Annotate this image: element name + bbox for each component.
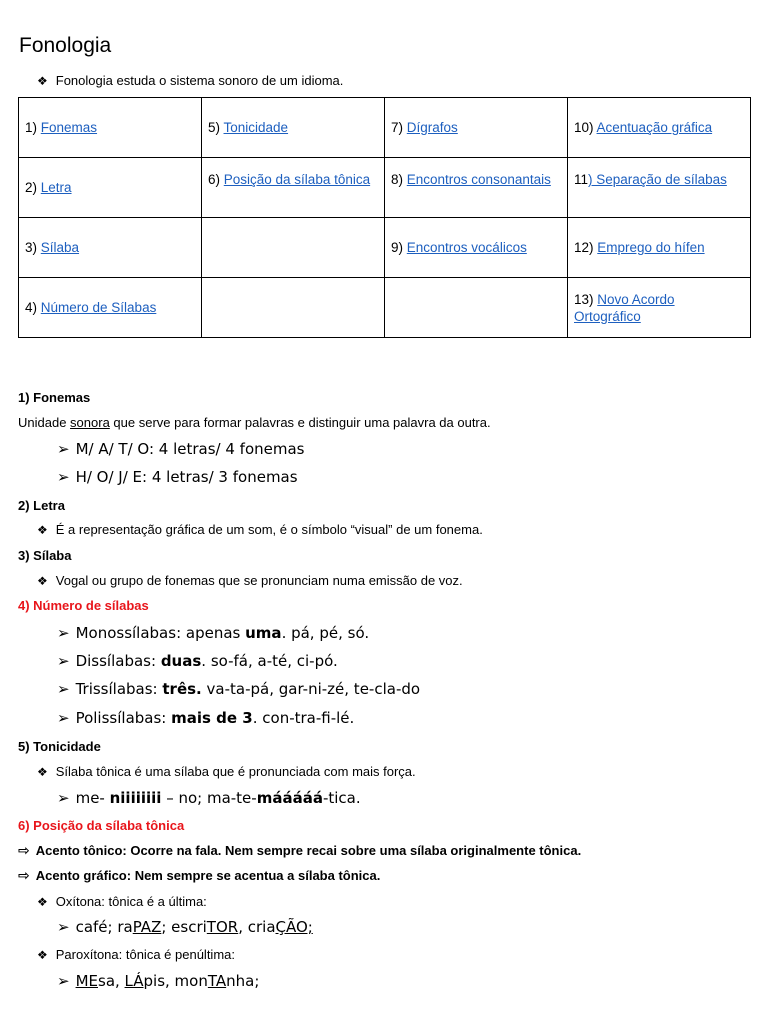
topic-link-acentuacao-grafica[interactable]: Acentuação gráfica — [596, 120, 713, 135]
text-part: . so-fá, a-té, ci-pó. — [201, 652, 338, 670]
example-line — [57, 652, 338, 670]
text-part: -tica. — [322, 789, 361, 807]
bullet-line — [37, 764, 416, 779]
text-bold: duas — [160, 652, 202, 670]
bullet-line — [37, 894, 207, 909]
arrow-bullet-icon: ➢ — [57, 680, 70, 698]
pointing-arrow-icon: ⇨ — [18, 843, 30, 859]
topic-link-digrafos[interactable]: Dígrafos — [406, 120, 458, 135]
bullet-text: Oxítona: tônica é a última: — [55, 894, 207, 909]
bullet-text: É a representação gráfica de um som, é o símbolo “visual” de um fonema. — [55, 522, 483, 537]
topic-number: 5) — [208, 120, 224, 135]
text-part: . con-tra-fi-lé. — [252, 709, 355, 727]
text-underlined: PAZ — [132, 918, 162, 936]
table-cell — [568, 158, 751, 218]
text-part: , cria — [238, 918, 276, 936]
table-cell — [568, 98, 751, 158]
arrow-bullet-icon: ➢ — [57, 440, 70, 458]
section-heading-tonicidade: 5) Tonicidade — [18, 739, 101, 754]
topic-number: 11 — [574, 172, 589, 187]
topic-link-separacao-silabas[interactable]: ) Separação de sílabas — [588, 172, 727, 187]
bullet-line — [37, 947, 235, 962]
topic-number: 9) — [391, 240, 407, 255]
section-heading-posicao-silaba: 6) Posição da sílaba tônica — [18, 818, 185, 833]
diamond-bullet-icon: ❖ — [37, 574, 48, 588]
table-cell — [202, 158, 385, 218]
table-cell — [385, 158, 568, 218]
bullet-line — [37, 573, 463, 588]
intro-text: Fonologia estuda o sistema sonoro de um idioma. — [55, 73, 344, 88]
diamond-bullet-icon: ❖ — [37, 895, 48, 909]
table-row — [19, 278, 751, 338]
bullet-line — [37, 522, 483, 537]
table-row — [19, 218, 751, 278]
text-part: ; escri — [161, 918, 207, 936]
text-bold: três. — [162, 680, 202, 698]
topic-number: 8) — [391, 172, 407, 187]
table-cell — [568, 218, 751, 278]
bullet-text: Vogal ou grupo de fonemas que se pronunciam numa emissão de voz. — [55, 573, 463, 588]
text-bold: niiiiiiii — [109, 789, 162, 807]
example-line — [57, 624, 369, 642]
topic-number: 12) — [574, 240, 598, 255]
text-part: Trissílabas: — [75, 680, 163, 698]
table-cell — [19, 278, 202, 338]
topic-number: 1) — [25, 120, 41, 135]
text-part: Unidade — [18, 415, 71, 430]
acento-grafico-text: Acento gráfico: Nem sempre se acentua a sílaba tônica. — [35, 868, 381, 883]
table-cell — [385, 98, 568, 158]
text-bold: mááááá — [256, 789, 323, 807]
topic-number: 4) — [25, 300, 41, 315]
text-part: Monossílabas: apenas — [75, 624, 246, 642]
example-line — [57, 789, 361, 807]
bullet-text: Sílaba tônica é uma sílaba que é pronunciada com mais força. — [55, 764, 416, 779]
text-part: sa, — [98, 972, 125, 990]
topic-number: 6) — [208, 172, 224, 187]
table-cell — [19, 158, 202, 218]
text-part: café; ra — [75, 918, 133, 936]
arrow-bullet-icon: ➢ — [57, 789, 70, 807]
intro-line — [37, 73, 343, 88]
topic-link-posicao-silaba-tonica[interactable]: Posição da sílaba tônica — [223, 172, 371, 187]
text-underlined: ÇÃO; — [275, 918, 313, 936]
table-cell-empty — [385, 278, 568, 338]
fonema-definition — [18, 415, 491, 430]
table-row — [19, 98, 751, 158]
text-part: Dissílabas: — [75, 652, 161, 670]
diamond-bullet-icon: ❖ — [37, 948, 48, 962]
arrow-bullet-icon: ➢ — [57, 652, 70, 670]
topic-number: 10) — [574, 120, 597, 135]
acento-tonico-line — [18, 843, 581, 859]
topics-table — [18, 97, 751, 338]
topic-number: 7) — [391, 120, 407, 135]
topic-link-letra[interactable]: Letra — [40, 180, 72, 195]
table-cell — [19, 98, 202, 158]
topic-link-fonemas[interactable]: Fonemas — [40, 120, 98, 135]
section-heading-numero-silabas: 4) Número de sílabas — [18, 598, 149, 613]
text-part: pis, mon — [143, 972, 208, 990]
section-heading-silaba: 3) Sílaba — [18, 548, 72, 563]
table-row — [19, 158, 751, 218]
topic-link-tonicidade[interactable]: Tonicidade — [223, 120, 289, 135]
table-cell — [568, 278, 751, 338]
topic-link-novo-acordo[interactable]: Novo Acordo Ortográfico — [574, 291, 675, 324]
arrow-bullet-icon: ➢ — [57, 918, 70, 936]
bullet-text: Paroxítona: tônica é penúltima: — [55, 947, 235, 962]
text-underlined: sonora — [70, 415, 110, 430]
table-cell — [202, 98, 385, 158]
text-part: . pá, pé, só. — [281, 624, 370, 642]
example-line — [57, 918, 313, 936]
topic-number: 2) — [25, 180, 41, 195]
example-line — [57, 972, 259, 990]
text-part: – no; ma-te- — [161, 789, 257, 807]
text-bold: mais de 3 — [171, 709, 253, 727]
diamond-bullet-icon: ❖ — [37, 74, 48, 88]
example-line — [57, 680, 420, 698]
text-part: me- — [75, 789, 110, 807]
example-line — [57, 468, 298, 486]
table-cell — [19, 218, 202, 278]
arrow-bullet-icon: ➢ — [57, 709, 70, 727]
text-underlined: ME — [75, 972, 98, 990]
section-heading-fonemas: 1) Fonemas — [18, 390, 91, 405]
topic-link-numero-silabas[interactable]: Número de Sílabas — [40, 300, 157, 315]
arrow-bullet-icon: ➢ — [57, 468, 70, 486]
text-part: va-ta-pá, gar-ni-zé, te-cla-do — [201, 680, 421, 698]
table-cell — [385, 218, 568, 278]
table-cell-empty — [202, 218, 385, 278]
arrow-bullet-icon: ➢ — [57, 972, 70, 990]
topic-link-emprego-hifen[interactable]: Emprego do hífen — [597, 240, 705, 255]
example-text: H/ O/ J/ E: 4 letras/ 3 fonemas — [75, 468, 298, 486]
text-part: Polissílabas: — [75, 709, 172, 727]
text-part: nha; — [226, 972, 260, 990]
arrow-bullet-icon: ➢ — [57, 624, 70, 642]
topic-link-encontros-consonantais[interactable]: Encontros consonantais — [406, 172, 551, 187]
example-line — [57, 709, 354, 727]
text-bold: uma — [245, 624, 282, 642]
table-cell-empty — [202, 278, 385, 338]
diamond-bullet-icon: ❖ — [37, 523, 48, 537]
example-line — [57, 440, 304, 458]
text-part: que serve para formar palavras e distinguir uma palavra da outra. — [109, 415, 491, 430]
section-heading-letra: 2) Letra — [18, 498, 65, 513]
diamond-bullet-icon: ❖ — [37, 765, 48, 779]
text-underlined: TOR — [206, 918, 239, 936]
text-underlined: LÁ — [124, 972, 144, 990]
acento-grafico-line — [18, 868, 380, 884]
acento-tonico-text: Acento tônico: Ocorre na fala. Nem sempre recai sobre uma sílaba originalmente tônica. — [35, 843, 582, 858]
topic-link-encontros-vocalicos[interactable]: Encontros vocálicos — [406, 240, 527, 255]
page-title: Fonologia — [19, 34, 112, 57]
example-text: M/ A/ T/ O: 4 letras/ 4 fonemas — [75, 440, 305, 458]
topic-number: 3) — [25, 240, 41, 255]
topic-link-silaba[interactable]: Sílaba — [40, 240, 80, 255]
text-underlined: TA — [207, 972, 227, 990]
pointing-arrow-icon: ⇨ — [18, 868, 30, 884]
topic-number: 13) — [574, 291, 598, 307]
